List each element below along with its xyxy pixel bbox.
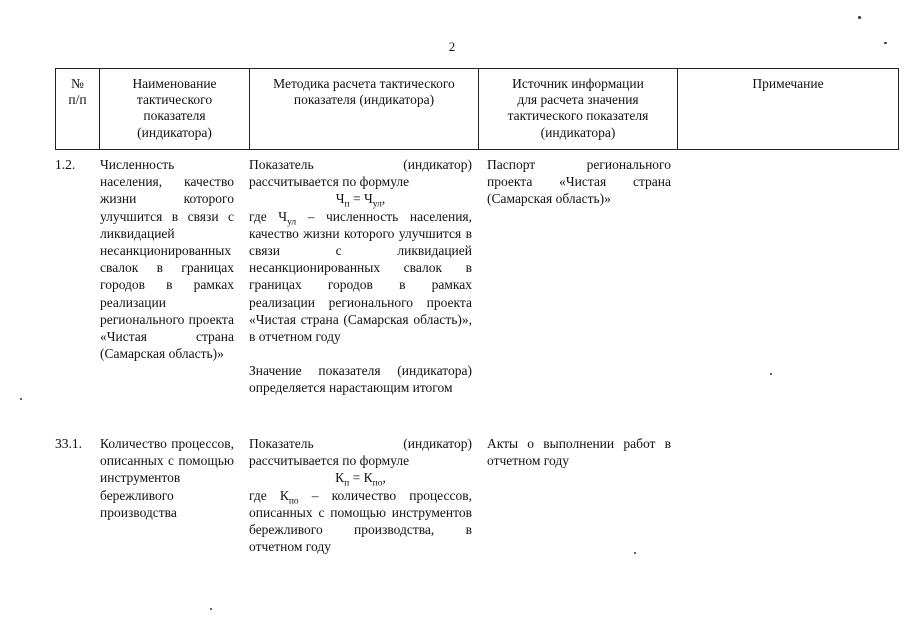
header-source: Источник информации для расчета значения тактического показателя (индикатора) — [479, 69, 678, 149]
header-method: Методика расчета тактического показателя (индикатора) — [250, 69, 479, 149]
indicator-name: Количество процессов, описанных с помощью инструментов бережливого производства — [100, 436, 234, 520]
scan-speck — [634, 552, 636, 554]
header-num: № п/п — [56, 69, 100, 149]
scan-speck — [20, 398, 22, 400]
method-note: Значение показателя (индикатора) определяется нарастающим итогом — [249, 363, 472, 396]
formula-definition: где $К_{по}$ – количество процессов, описанных с помощью инструментов бережливого производства, в отчетном году — [249, 487, 472, 555]
scan-speck — [858, 16, 861, 19]
scan-speck — [210, 608, 212, 610]
method-cell — [249, 435, 472, 555]
formula: $Ч_п = Ч_{ул}$, — [335, 191, 386, 211]
header-note: Примечание — [752, 76, 824, 91]
source-cell: Паспорт регионального проекта «Чистая страна (Самарская область)» — [487, 157, 671, 207]
method-intro: Показатель (индикатор) рассчитывается по формуле — [249, 436, 472, 469]
header-name: Наименование тактического показателя (индикатора) — [100, 69, 250, 149]
page-number: 2 — [448, 39, 456, 54]
row-number: 33.1. — [55, 436, 82, 451]
formula-definition: где $Ч_{ул}$ – численность населения, качество жизни которого улучшится в связи с ликвидацией несанкционированных свалок в границах городов в рамках реализации регионального проекта «Чистая страна (Самарская область)», в отчетном году — [249, 208, 473, 345]
table-header — [55, 68, 899, 150]
scan-speck — [884, 42, 887, 44]
indicator-name: Численность населения, качество жизни которого улучшится в связи с ликвидацией несанкционированных свалок в границах городов в рамках реализации регионального проекта «Чистая страна (Самарская область)» — [100, 157, 234, 362]
row-number: 1.2. — [55, 157, 76, 172]
method-intro: Показатель (индикатор) рассчитывается по формуле — [249, 157, 472, 190]
formula: $К_п = К_{по}$, — [335, 470, 386, 490]
method-cell — [249, 156, 472, 397]
scan-speck — [770, 373, 772, 375]
source-cell: Акты о выполнении работ в отчетном году — [487, 436, 671, 469]
